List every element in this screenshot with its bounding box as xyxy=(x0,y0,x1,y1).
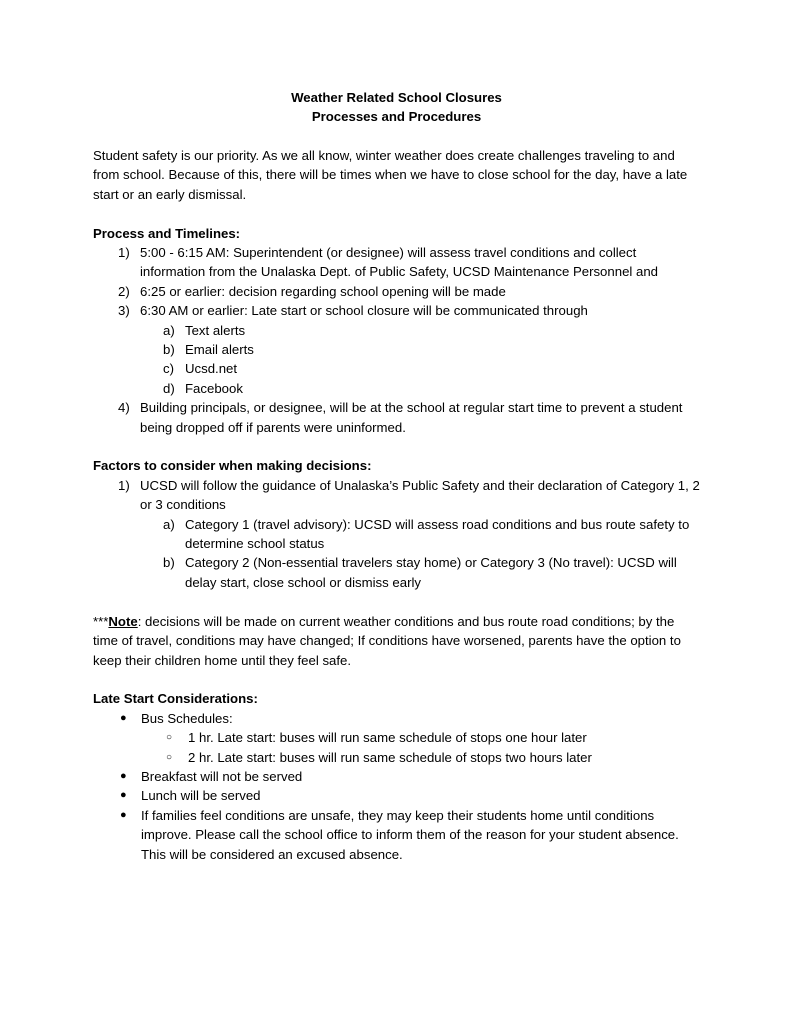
late-start-bullet-list xyxy=(93,709,700,728)
document-title-line-2: Processes and Procedures xyxy=(311,109,482,125)
bullet-icon: ● xyxy=(120,769,127,782)
list-item xyxy=(93,282,700,301)
document-title xyxy=(93,88,700,127)
list-item xyxy=(93,709,700,728)
list-item-text: Category 2 (Non-essential travelers stay home) or Category 3 (No travel): UCSD will delay start, close school or dismiss early xyxy=(185,555,677,590)
document-title-line-1: Weather Related School Closures xyxy=(291,90,502,105)
late-start-bullet-list-continued xyxy=(93,767,700,864)
bus-schedules-sub-list xyxy=(93,728,700,767)
list-item xyxy=(93,340,700,359)
list-item-text: Lunch will be served xyxy=(141,788,261,804)
hollow-bullet-icon: ○ xyxy=(166,732,173,744)
note-paragraph xyxy=(93,612,700,670)
note-label: Note xyxy=(108,613,138,629)
section-heading-late-start: Late Start Considerations: xyxy=(93,691,258,707)
intro-paragraph: Student safety is our priority. As we all know, winter weather does create challenges traveling to and from school. Because of this, there will be times when we have to close school for the day, have a late start or an early dismissal. xyxy=(93,147,688,202)
bullet-icon: ● xyxy=(120,789,127,802)
list-marker: b) xyxy=(163,342,175,358)
list-item xyxy=(93,515,700,554)
list-marker: b) xyxy=(163,555,175,571)
list-item-text: UCSD will follow the guidance of Unalaska’s Public Safety and their declaration of Category 1, 2 or 3 conditions xyxy=(140,477,700,513)
bullet-icon: ● xyxy=(120,808,127,821)
list-item-text: Email alerts xyxy=(185,342,254,358)
factors-category-list xyxy=(93,515,700,593)
note-asterisks: *** xyxy=(93,613,109,629)
list-marker: 3) xyxy=(118,303,130,319)
section-heading-process: Process and Timelines: xyxy=(93,225,241,241)
list-marker: 2) xyxy=(118,283,130,299)
list-item-text: 6:25 or earlier: decision regarding school opening will be made xyxy=(140,283,506,299)
list-item xyxy=(93,398,700,437)
list-item xyxy=(93,321,700,340)
list-item xyxy=(93,243,700,282)
process-numbered-list-continued xyxy=(93,398,700,437)
list-marker: 4) xyxy=(118,400,130,416)
hollow-bullet-icon: ○ xyxy=(166,751,173,763)
list-item-text: Facebook xyxy=(185,380,243,396)
list-item xyxy=(93,379,700,398)
factors-section-spacer xyxy=(93,592,700,611)
note-spacer xyxy=(93,670,700,689)
factors-numbered-list xyxy=(93,476,700,515)
list-item xyxy=(93,728,700,747)
list-item-text: 2 hr. Late start: buses will run same schedule of stops two hours later xyxy=(188,749,592,765)
process-numbered-list xyxy=(93,243,700,321)
list-item-text: 6:30 AM or earlier: Late start or school closure will be communicated through xyxy=(140,303,588,319)
list-item xyxy=(93,359,700,378)
list-marker: 1) xyxy=(118,477,130,493)
intro-spacer xyxy=(93,204,700,223)
list-item-text: 5:00 - 6:15 AM: Superintendent (or designee) will assess travel conditions and collect information from the Unalaska Dept. of Public Safety, UCSD Maintenance Personnel and xyxy=(140,245,658,280)
list-item-text: Ucsd.net xyxy=(185,361,238,377)
list-item xyxy=(93,806,700,864)
bullet-icon: ● xyxy=(120,711,127,724)
section-heading-factors: Factors to consider when making decisions: xyxy=(93,458,372,474)
list-marker: c) xyxy=(163,361,174,377)
list-item-text: Breakfast will not be served xyxy=(141,768,303,784)
process-communication-channels-list xyxy=(93,321,700,399)
list-marker: a) xyxy=(163,516,175,532)
list-item-text: Text alerts xyxy=(185,322,246,338)
title-spacer xyxy=(93,127,700,146)
list-item-text: If families feel conditions are unsafe, they may keep their students home until conditions improve. Please call the school office to inform them of the reason for your student absence. This will be considered an excused absence. xyxy=(141,807,679,862)
process-section-spacer xyxy=(93,437,700,456)
list-marker: 1) xyxy=(118,245,130,260)
list-marker: d) xyxy=(163,380,175,396)
list-item xyxy=(93,767,700,786)
note-text: : decisions will be made on current weather conditions and bus route road conditions; by the time of travel, conditions may have changed; If conditions have worsened, parents have the option to keep their children home until they feel safe. xyxy=(93,613,681,668)
list-item xyxy=(93,553,700,592)
list-item xyxy=(93,476,700,515)
list-marker: a) xyxy=(163,322,175,338)
list-item xyxy=(93,301,700,320)
list-item-text: Bus Schedules: xyxy=(141,710,233,726)
list-item-text: Building principals, or designee, will be at the school at regular start time to prevent a student being dropped off if parents were uninformed. xyxy=(140,400,683,435)
list-item-text: 1 hr. Late start: buses will run same schedule of stops one hour later xyxy=(188,730,587,746)
list-item xyxy=(93,748,700,767)
list-item xyxy=(93,786,700,805)
list-item-text: Category 1 (travel advisory): UCSD will assess road conditions and bus route safety to determine school status xyxy=(185,516,690,552)
